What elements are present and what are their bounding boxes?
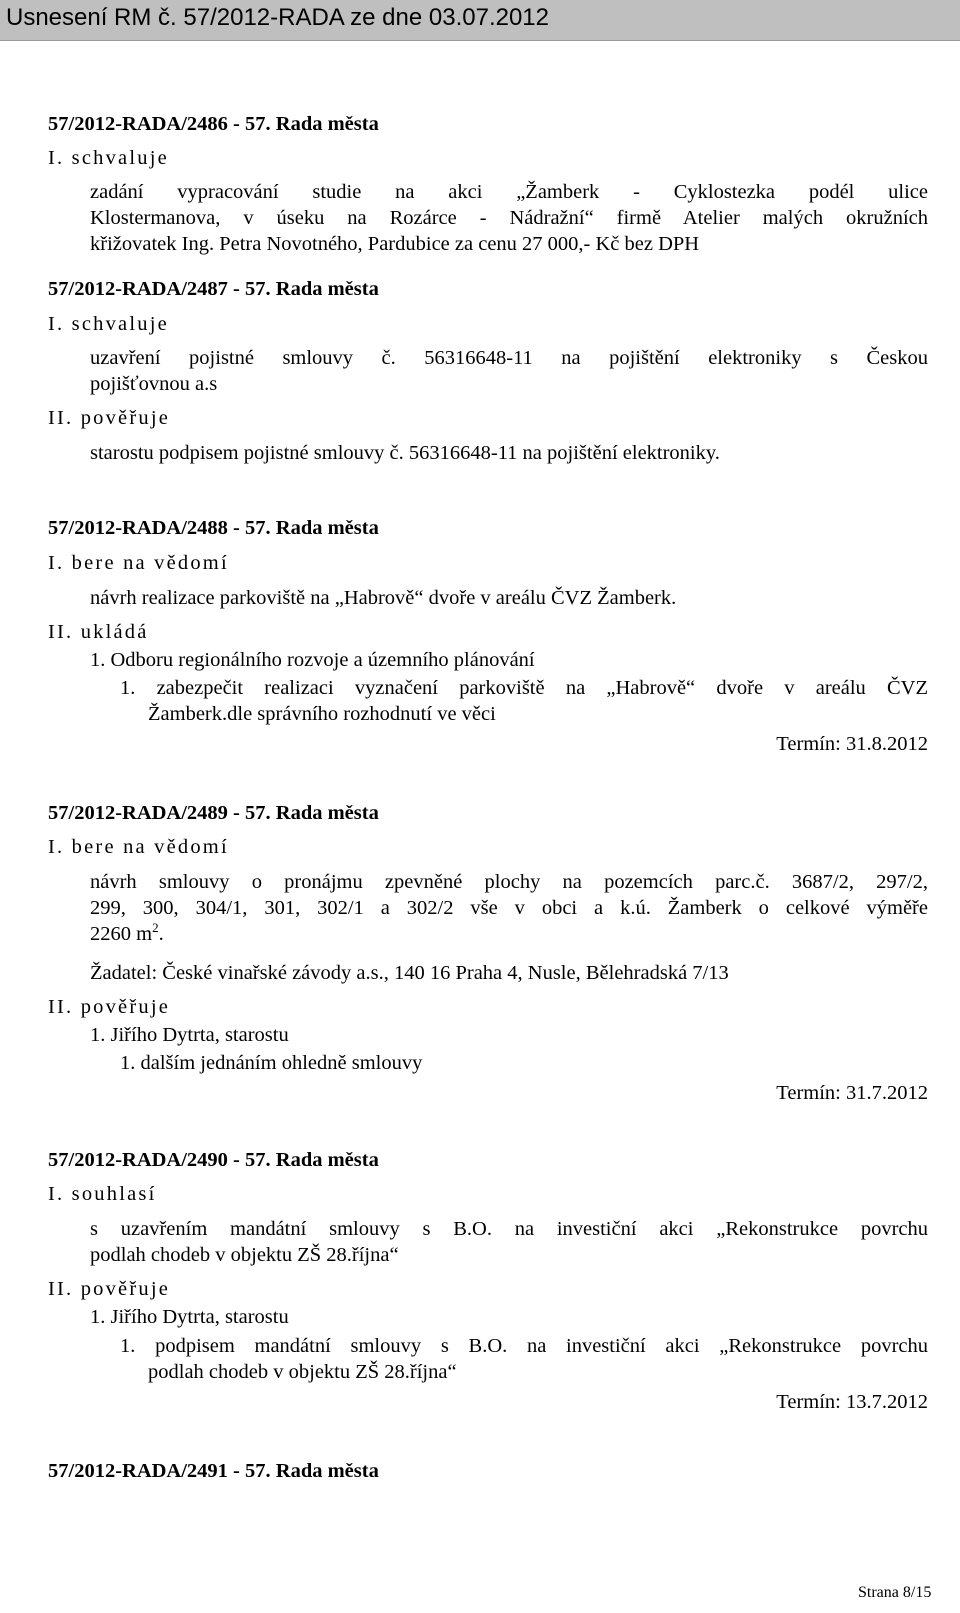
section-text: podlah chodeb v objektu ZŠ 28.října“ — [90, 1244, 399, 1266]
applicant-text: Žadatel: České vinařské závody a.s., 140 16 Praha 4, Nusle, Bělehradská 7/13 — [90, 962, 729, 984]
page-number: Strana 8/15 — [858, 1584, 932, 1601]
section-label: I. souhlasí — [48, 1183, 157, 1205]
section-text: Klostermanova, v úseku na Rozárce - Nádražní“ firmě Atelier malých okružních — [90, 207, 928, 229]
assignee: 1. Jiřího Dytrta, starostu — [90, 1024, 289, 1046]
section-label: I. bere na vědomí — [48, 836, 229, 858]
section-label: I. bere na vědomí — [48, 552, 229, 574]
task-text: podlah chodeb v objektu ZŠ 28.října“ — [148, 1361, 457, 1383]
section-label: I. schvaluje — [48, 313, 169, 335]
resolution-heading: 57/2012-RADA/2489 - 57. Rada města — [48, 802, 379, 824]
document-header — [0, 0, 960, 41]
deadline: Termín: 31.7.2012 — [776, 1082, 928, 1104]
task-text: 1. zabezpečit realizaci vyznačení parkoviště na „Habrově“ dvoře v areálu ČVZ — [120, 677, 928, 699]
section-text: pojišťovnou a.s — [90, 373, 218, 395]
deadline: Termín: 13.7.2012 — [776, 1391, 928, 1413]
resolution-heading: 57/2012-RADA/2491 - 57. Rada města — [48, 1460, 379, 1482]
section-text: zadání vypracování studie na akci „Žamberk - Cyklostezka podél ulice — [90, 181, 928, 203]
section-text: s uzavřením mandátní smlouvy s B.O. na investiční akci „Rekonstrukce povrchu — [90, 1218, 928, 1240]
section-label: II. pověřuje — [48, 1278, 171, 1300]
section-text: 299, 300, 304/1, 301, 302/1 a 302/2 vše v obci a k.ú. Žamberk o celkové výměře — [90, 897, 928, 919]
task-text: 1. podpisem mandátní smlouvy s B.O. na investiční akci „Rekonstrukce povrchu — [120, 1335, 928, 1357]
resolution-heading: 57/2012-RADA/2487 - 57. Rada města — [48, 278, 379, 300]
section-text: 2260 $m^2$. — [90, 920, 164, 945]
section-text: křižovatek Ing. Petra Novotného, Pardubice za cenu 27 000,- Kč bez DPH — [90, 233, 700, 255]
section-text: návrh realizace parkoviště na „Habrově“ dvoře v areálu ČVZ Žamberk. — [90, 587, 677, 609]
resolution-heading: 57/2012-RADA/2486 - 57. Rada města — [48, 113, 379, 135]
section-label: II. pověřuje — [48, 407, 171, 429]
resolution-heading: 57/2012-RADA/2490 - 57. Rada města — [48, 1149, 379, 1171]
task-text: 1. dalším jednáním ohledně smlouvy — [120, 1052, 423, 1074]
section-text: uzavření pojistné smlouvy č. 56316648-11 na pojištění elektroniky s Českou — [90, 347, 928, 369]
document-title: Usnesení RM č. 57/2012-RADA ze dne 03.07.2012 — [6, 4, 549, 31]
section-label: II. pověřuje — [48, 996, 171, 1018]
assignee: 1. Jiřího Dytrta, starostu — [90, 1306, 289, 1328]
assignee: 1. Odboru regionálního rozvoje a územního plánování — [90, 649, 535, 671]
section-text: starostu podpisem pojistné smlouvy č. 56316648-11 na pojištění elektroniky. — [90, 442, 720, 464]
resolution-heading: 57/2012-RADA/2488 - 57. Rada města — [48, 517, 379, 539]
deadline: Termín: 31.8.2012 — [776, 733, 928, 755]
section-label: I. schvaluje — [48, 147, 169, 169]
section-text: návrh smlouvy o pronájmu zpevněné plochy na pozemcích parc.č. 3687/2, 297/2, — [90, 871, 928, 893]
section-label: II. ukládá — [48, 621, 149, 643]
task-text: Žamberk.dle správního rozhodnutí ve věci — [148, 703, 496, 725]
